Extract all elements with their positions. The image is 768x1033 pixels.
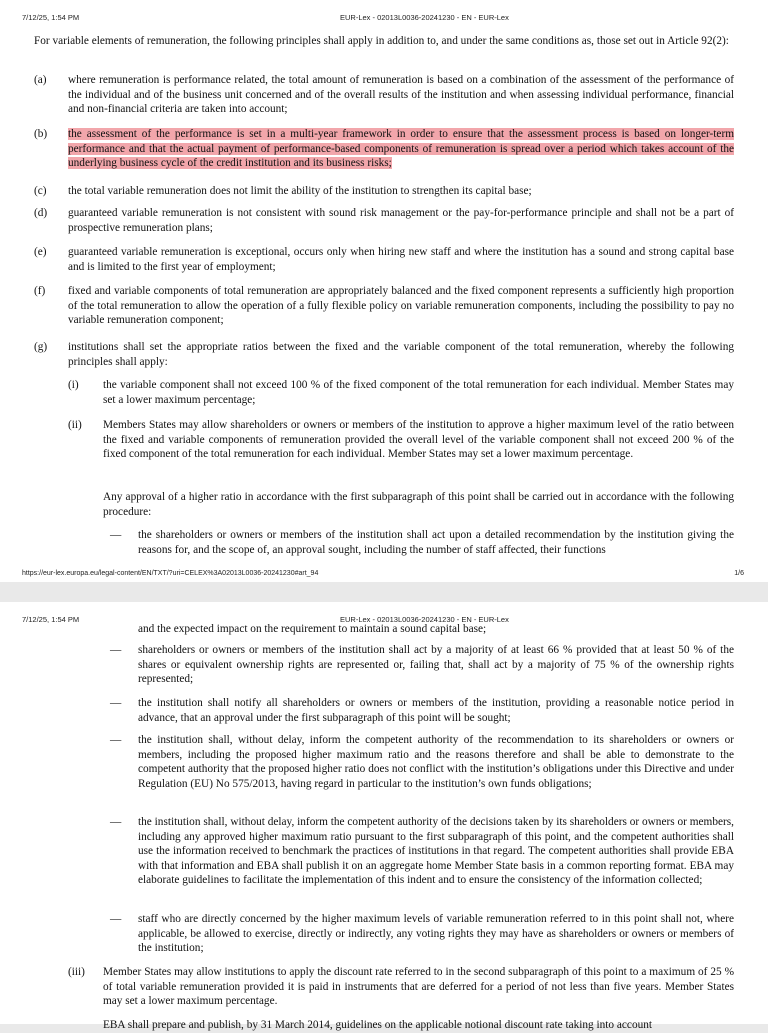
subitem-label-i: (i) xyxy=(68,379,79,391)
item-g-text: institutions shall set the appropriate ratios between the fixed and the variable component of the total remuneration, whereby the following principles shall apply: xyxy=(68,341,734,368)
intro-paragraph: For variable elements of remuneration, the following principles shall apply in addition to, and under the same conditions as, those set out in Article 92(2): xyxy=(34,35,729,47)
dash-bullet: — xyxy=(110,529,122,541)
dash-bullet: — xyxy=(110,816,122,828)
approval-paragraph: Any approval of a higher ratio in accordance with the first subparagraph of this point shall be carried out in accordance with the following procedure: xyxy=(103,491,734,518)
page-header xyxy=(0,0,768,22)
indent-3-text: the institution shall notify all shareholders or owners or members of the institution, providing a reasonable notice period in advance, that an approval under the first subparagraph of this point will be sought; xyxy=(138,697,734,724)
subitem-ii-text: Members States may allow shareholders or owners or members of the institution to approve a higher maximum level of the ratio between the fixed and variable components of remuneration provided the overall level of the variable component shall not exceed 200 % of the fixed component of the total remuneration for each individual. Member States may set a lower maximum percentage. xyxy=(103,419,734,461)
indent-6-text: staff who are directly concerned by the higher maximum levels of variable remuneration referred to in this point shall not, where applicable, be allowed to exercise, directly or indirectly, any voting rights they may have as shareholders or owners or members of the institution; xyxy=(138,913,734,955)
document-title: EUR-Lex - 02013L0036-20241230 - EN - EUR-Lex xyxy=(340,615,509,624)
print-date: 7/12/25, 1:54 PM xyxy=(22,615,80,624)
page-header xyxy=(0,602,768,624)
indent-5-text: the institution shall, without delay, inform the competent authority of the decisions taken by its shareholders or owners or members, including any approved higher maximum ratio pursuant to the first subparagraph of this point, and the competent authorities shall use the information received to benchmark the practices of institutions in that regard. The competent authorities shall provide EBA with that information and EBA shall publish it on an aggregate home Member State basis in a common reporting format. EBA may elaborate guidelines to facilitate the implementation of this indent and to ensure the consistency of the information collected; xyxy=(138,816,734,887)
item-label-d: (d) xyxy=(34,207,48,219)
indent-1-continuation: and the expected impact on the requirement to maintain a sound capital base; xyxy=(138,623,487,635)
item-label-g: (g) xyxy=(34,341,48,353)
item-e-text: guaranteed variable remuneration is exceptional, occurs only when hiring new staff and where the institution has a sound and strong capital base and is limited to the first year of employment; xyxy=(68,246,734,273)
indent-4-text: the institution shall, without delay, inform the competent authority of the recommendation to its shareholders or owners or members, including the proposed higher maximum ratio and the reasons therefore and shall be able to demonstrate to the competent authority that the proposed higher ratio does not conflict with the institution’s obligations under this Directive and under Regulation (EU) No 575/2013, having regard in particular to the institution’s own funds obligations; xyxy=(138,734,734,790)
item-d-text: guaranteed variable remuneration is not consistent with sound risk management or the pay-for-performance principle and shall not be a part of prospective remuneration plans; xyxy=(68,207,734,234)
page-number: 1/6 xyxy=(734,570,744,577)
dash-bullet: — xyxy=(110,697,122,709)
subitem-label-ii: (ii) xyxy=(68,419,82,431)
item-a-text: where remuneration is performance related, the total amount of remuneration is based on a combination of the assessment of the performance of the individual and of the business unit concerned and of the overall results of the institution and when assessing individual performance, financial and non-financial criteria are taken into account; xyxy=(68,74,734,116)
item-label-c: (c) xyxy=(34,185,47,197)
item-label-e: (e) xyxy=(34,246,47,258)
subitem-iii-text: Member States may allow institutions to apply the discount rate referred to in the second subparagraph of this point to a maximum of 25 % of total variable remuneration provided it is paid in instruments that are deferred for a period of not less than five years. Member States may set a lower maximum percentage. xyxy=(103,966,734,1008)
item-c-text: the total variable remuneration does not limit the ability of the institution to strengthen its capital base; xyxy=(68,185,532,197)
subitem-label-iii: (iii) xyxy=(68,966,85,978)
dash-bullet: — xyxy=(110,644,122,656)
item-label-b: (b) xyxy=(34,128,48,140)
dash-bullet: — xyxy=(110,734,122,746)
dash-bullet: — xyxy=(110,913,122,925)
item-label-a: (a) xyxy=(34,74,47,86)
item-b-text xyxy=(68,127,734,171)
indent-1-text: the shareholders or owners or members of the institution shall act upon a detailed recommendation by the institution giving the reasons for, and the scope of, an approval sought, including the number of staff affected, their functions xyxy=(138,529,734,556)
pdf-page-2 xyxy=(0,602,768,1031)
document-title: EUR-Lex - 02013L0036-20241230 - EN - EUR-Lex xyxy=(340,13,509,22)
print-date: 7/12/25, 1:54 PM xyxy=(22,13,80,22)
indent-2-text: shareholders or owners or members of the institution shall act by a majority of at least 66 % provided that at least 50 % of the shares or equivalent ownership rights are represented or, failing that, shall act by a majority of 75 % of the ownership rights represented; xyxy=(138,644,734,686)
highlighted-text: the assessment of the performance is set in a multi-year framework in order to ensure that the assessment process is based on longer-term performance and that the actual payment of performance-based components of remuneration is spread over a period which takes account of the underlying business cycle of the credit institution and its business risks; xyxy=(68,128,734,170)
source-url: https://eur-lex.europa.eu/legal-content/EN/TXT/?uri=CELEX%3A02013L0036-20241230#art_94 xyxy=(22,570,319,577)
item-f-text: fixed and variable components of total remuneration are appropriately balanced and the fixed component represents a sufficiently high proportion of the total remuneration to allow the operation of a fully flexible policy on variable remuneration components, including the possibility to pay no variable remuneration component; xyxy=(68,285,734,327)
cutoff-paragraph: EBA shall prepare and publish, by 31 March 2014, guidelines on the applicable notional discount rate taking into account xyxy=(103,1019,653,1031)
item-label-f: (f) xyxy=(34,285,46,297)
subitem-i-text: the variable component shall not exceed 100 % of the fixed component of the total remuneration for each individual. Member States may set a lower maximum percentage; xyxy=(103,379,734,406)
